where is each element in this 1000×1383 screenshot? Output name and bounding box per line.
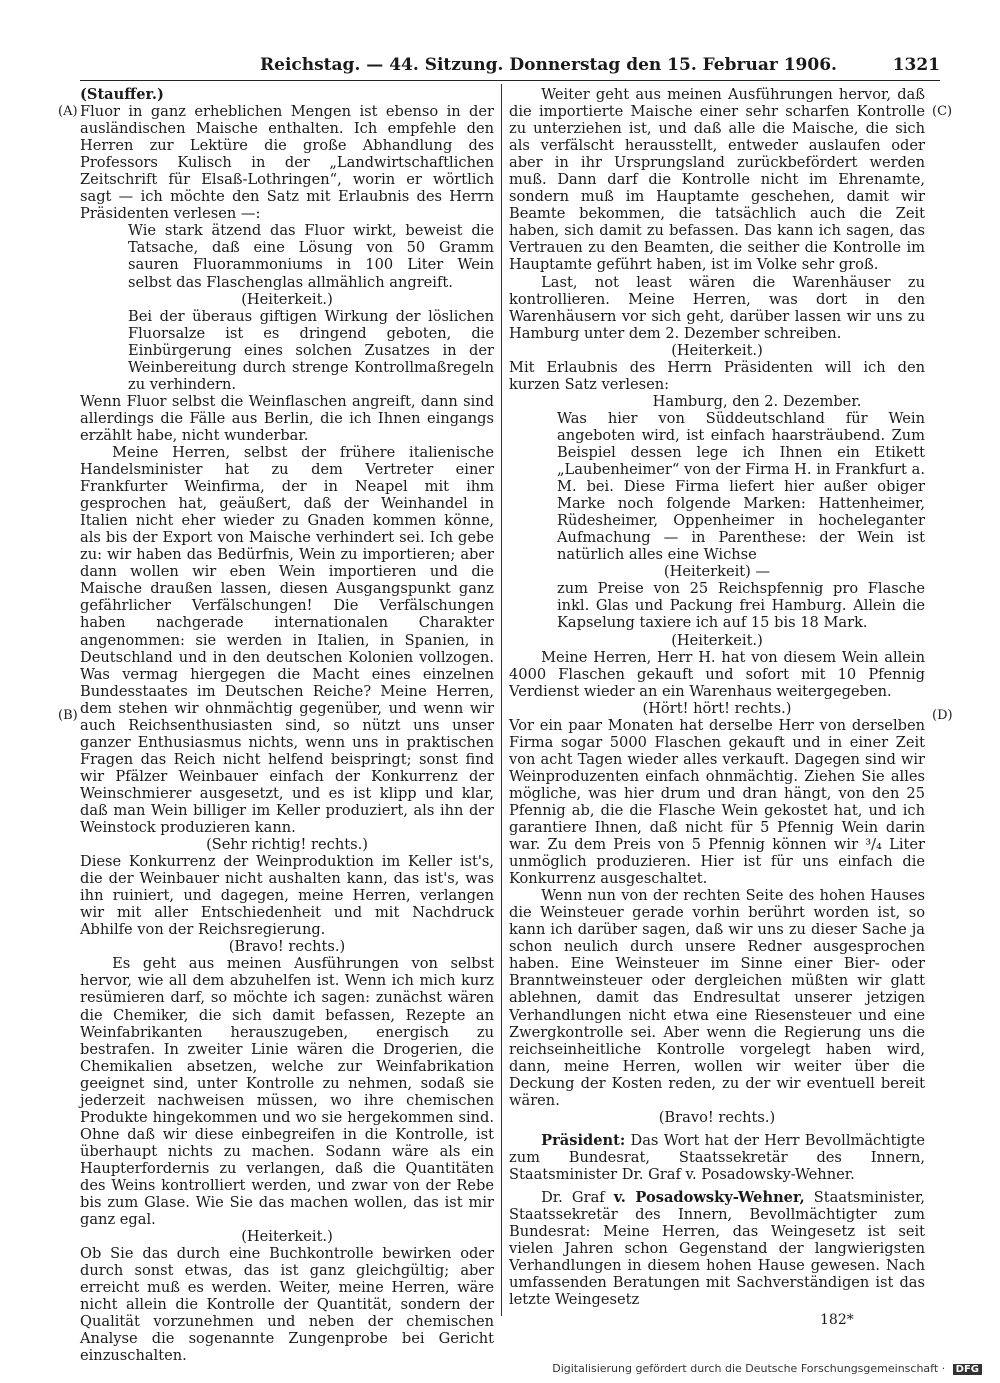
paragraph: Wenn Fluor selbst die Weinflaschen angreift, dann sind allerdings die Fälle aus Berlin, die ich Ihnen eingangs erzählt habe, nicht wunderbar. bbox=[80, 392, 494, 444]
quotation-dateline: Hamburg, den 2. Dezember. bbox=[652, 392, 862, 410]
running-title: Reichstag. — 44. Sitzung. Donnerstag den 15. Februar 1906. bbox=[260, 55, 837, 75]
paragraph: Mit Erlaubnis des Herrn Präsidenten will ich den kurzen Satz verlesen: bbox=[509, 358, 925, 393]
paragraph: Diese Konkurrenz der Weinproduktion im Keller ist's, die der Weinbauer nicht aushalten kann, das ist's, was ihn ruiniert, und dagegen, meine Herren, verlangen wir mit aller Entschiedenheit und mit Nachdruck Abhilfe von der Reichsregierung. bbox=[80, 853, 494, 939]
paragraph: Fluor in ganz erheblichen Mengen ist ebenso in der ausländischen Maische enthalten. Ich empfehle den Herren zur Lektüre die große Abhandlung des Professors Kulisch in der „Landwirtschaftlichen Zeitschrift für Elsaß-Lothringen“, worin er wörtlich sagt — ich möchte den Satz mit Erlaubnis des Herrn Präsidenten verlesen —: bbox=[80, 103, 494, 223]
footer-text: Digitalisierung gefördert durch die Deutsche Forschungsgemeinschaft · bbox=[552, 1362, 946, 1375]
signature-mark: 182* bbox=[820, 1312, 854, 1328]
quotation: zum Preise von 25 Reichspfennig pro Flasche inkl. Glas und Packung frei Hamburg. Allein die Kapselung taxiere ich auf 15 bis 18 Mark. bbox=[557, 580, 925, 632]
paragraph: Wenn nun von der rechten Seite des hohen Hauses die Weinsteuer gerade vorhin berührt worden ist, so kann ich darüber sagen, daß wir uns zu dieser Sache ja schon neulich durch unsere Redner ausgesprochen haben. Eine Weinsteuer im Sinne einer Bier- oder Branntweinsteuer oder dergleichen müßten wir glatt ablehnen, damit das Endresultat unserer jetzigen Verhandlungen nicht etwa eine Riesensteuer und eine Zwergkontrolle sei. Aber wenn die Regierung uns die reichseinheitliche Kontrolle vorgelegt haben wird, dann, meine Herren, wollen wir weiter über die Deckung der Kosten reden, zu der wir eventuell bereit wären. bbox=[509, 887, 925, 1109]
paragraph: Weiter geht aus meinen Ausführungen hervor, daß die importierte Maische einer sehr scharfen Kontrolle zu unterziehen ist, und daß alle die Maische, die sich als verfälscht herausstellt, entweder auslaufen oder aber in ihr Ursprungsland zurückbefördert werden muß. Dann darf die Kontrolle nicht im Ehrenamte, sondern muß im Hauptamte geschehen, damit wir Beamte bekommen, die tatsächlich auch die Zeit haben, sich damit zu befassen. Das kann ich sagen, das Vertrauen zu den Beamten, die seither die Kontrolle im Hauptamte geführt haben, ist im Volke sehr groß. bbox=[509, 86, 925, 274]
reaction: (Hört! hört! rechts.) bbox=[642, 699, 792, 717]
reaction: (Heiterkeit.) bbox=[671, 341, 763, 359]
president-text: Das Wort hat der Herr Bevollmächtigte zum Bundesrat, Staatssekretär des Innern, Staatsminister Dr. Graf v. Posadowsky-Wehner. bbox=[509, 1131, 926, 1183]
page-header bbox=[80, 53, 940, 79]
quotation: Bei der überaus giftigen Wirkung der löslichen Fluorsalze ist es dringend geboten, die Einbürgerung eines solchen Zusatzes in der Weinbereitung durch strenge Kontrollmaßregeln zu verhindern. bbox=[128, 307, 494, 393]
reaction: (Heiterkeit) — bbox=[663, 563, 771, 581]
left-column bbox=[80, 86, 494, 1365]
reaction: (Bravo! rechts.) bbox=[228, 938, 346, 956]
margin-marker-c: (C) bbox=[932, 104, 953, 119]
speaker-title: Dr. Graf bbox=[541, 1189, 605, 1206]
paragraph: Ob Sie das durch eine Buchkontrolle bewirken oder durch sonst etwas, das ist ganz gleichgültig; aber erreicht muß es werden. Weiter, meine Herren, wäre nicht allein die Kontrolle der Quantität, sondern der Qualität vorzunehmen und neben der chemischen Analyse die sogenannte Zungenprobe bei Gericht einzuschalten. bbox=[80, 1245, 494, 1365]
quotation: Wie stark ätzend das Fluor wirkt, beweist die Tatsache, daß eine Lösung von 50 Gramm sauren Fluorammoniums in 100 Liter Wein selbst das Flaschenglas allmählich angreift. bbox=[128, 222, 494, 291]
speech-text: Staatsminister, Staatssekretär des Innern, Bevollmächtigter zum Bundesrat: Meine Herren, das Weingesetz ist seit vielen Jahren schon Gegenstand der langwierigsten Verhandlungen in diesem hohen Hause gewesen. Nach umfassenden Beratungen mit Sachverständigen ist das letzte Weingesetz bbox=[509, 1189, 925, 1309]
speaker-name: v. Posadowsky-Wehner, bbox=[613, 1189, 805, 1206]
dfg-logo: DFG bbox=[953, 1364, 982, 1375]
margin-marker-d: (D) bbox=[932, 708, 953, 723]
reaction: (Bravo! rechts.) bbox=[658, 1108, 776, 1126]
margin-marker-a: (A) bbox=[58, 104, 78, 119]
paragraph: Last, not least wären die Warenhäuser zu kontrollieren. Meine Herren, was dort in den Warenhäusern vor sich geht, darüber lassen wir uns zu Hamburg unter dem 2. Dezember schreiben. bbox=[509, 273, 925, 342]
footer bbox=[552, 1362, 982, 1375]
paragraph: Meine Herren, selbst der frühere italienische Handelsminister hat zu dem Vertreter einer Frankfurter Weinfirma, der in Neapel mit ihm gesprochen hat, geäußert, daß der Weinhandel in Italien nicht eher wieder zu Gnaden kommen könne, als bis der Export von Maische verhindert sei. Ich gebe zu: wir haben das Bedürfnis, Wein zu importieren; aber dann wollen wir eben Wein importieren und die Maische draußen lassen, diesen Ausgangspunkt ganz gefährlicher Verfälschungen! Die Verfälschungen haben nachgerade internationalen Charakter angenommen: sie werden in Italien, in Spanien, in Deutschland und in den deutschen Kolonien vollzogen. Was vermag hiergegen die Macht eines einzelnen Bundesstaates im Deutschen Reiche? Meine Herren, dem stehen wir ohnmächtig gegenüber, und wenn wir auch Reichsenthusiasten sind, so nützt uns unser ganzer Enthusiasmus nichts, wenn uns in praktischen Fragen das Reich nicht helfend beispringt; sonst find wir Pfälzer Weinbauer einfach der Konkurrenz der Weinschmierer ausgesetzt, und es ist klipp und klar, daß man Wein billiger im Keller produziert, als ihn der Weinstock produzieren kann. bbox=[80, 443, 494, 837]
reaction: (Heiterkeit.) bbox=[671, 631, 763, 649]
president-label: Präsident: bbox=[541, 1131, 626, 1149]
paragraph: Es geht aus meinen Ausführungen von selbst hervor, wie all dem abzuhelfen ist. Wenn ich mich kurz resümieren darf, so möchte ich sagen: zunächst wären die Chemiker, die sich damit befassen, Rezepte an Weinfabrikanten herauszugeben, energisch zu bestrafen. In zweiter Linie wären die Drogerien, die Chemikalien absetzen, welche zur Weinfabrikation geeignet sind, unter Kontrolle zu nehmen, sodaß sie jederzeit nachweisen müssen, wo ihre chemischen Produkte hingekommen und wo sie hergekommen sind. Ohne daß wir diese einbegreifen in die Kontrolle, ist überhaupt nichts zu machen. Sodann wäre als ein Haupterfordernis zu verlangen, daß die Quantitäten des Weins kontrolliert werden, und zwar von der Rebe bis zum Glase. Wie Sie das machen wollen, das ist mir ganz egal. bbox=[80, 955, 494, 1229]
quotation: Was hier von Süddeutschland für Wein angeboten wird, ist einfach haarsträubend. Zum Beispiel dessen lege ich Ihnen ein Etikett „Laubenheimer“ von der Firma H. in Frankfurt a. M. bei. Diese Firma liefert hier außer obiger Marke noch folgende Marken: Hattenheimer, Rüdesheimer, Oppenheimer in hocheleganter Aufmachung — in Parenthese: der Wein ist natürlich alles eine Wichse bbox=[557, 409, 925, 564]
margin-marker-b: (B) bbox=[58, 708, 78, 723]
paragraph: Vor ein paar Monaten hat derselbe Herr von derselben Firma sogar 5000 Flaschen gekauft und in einer Zeit von acht Tagen wieder alles verkauft. Dagegen sind wir Weinproduzenten einfach ohnmächtig. Ziehen Sie alles mögliche, was hier drum und dran hängt, von den 25 Pfennig ab, die die Flasche Wein gekostet hat, und ich garantiere Ihnen, daß nicht für 5 Pfennig Wein darin war. Zu dem Preis von 5 Pfennig können wir ³/₄ Liter unmöglich produzieren. Hier ist für uns einfach die Konkurrenz ausgeschaltet. bbox=[509, 716, 925, 888]
paragraph: Meine Herren, Herr H. hat von diesem Wein allein 4000 Flaschen gekauft und sofort mit 10 Pfennig Verdienst wieder an ein Warenhaus weitergegeben. bbox=[509, 648, 925, 700]
right-column bbox=[509, 86, 925, 1308]
header-rule bbox=[80, 80, 940, 81]
reaction: (Sehr richtig! rechts.) bbox=[206, 836, 368, 854]
president-statement bbox=[509, 1132, 925, 1183]
reaction: (Heiterkeit.) bbox=[241, 290, 333, 308]
speech-opening bbox=[509, 1189, 925, 1308]
reaction: (Heiterkeit.) bbox=[241, 1228, 333, 1246]
speaker-label: (Stauffer.) bbox=[80, 86, 164, 103]
column-divider bbox=[501, 84, 502, 1316]
page-number: 1321 bbox=[892, 55, 940, 75]
